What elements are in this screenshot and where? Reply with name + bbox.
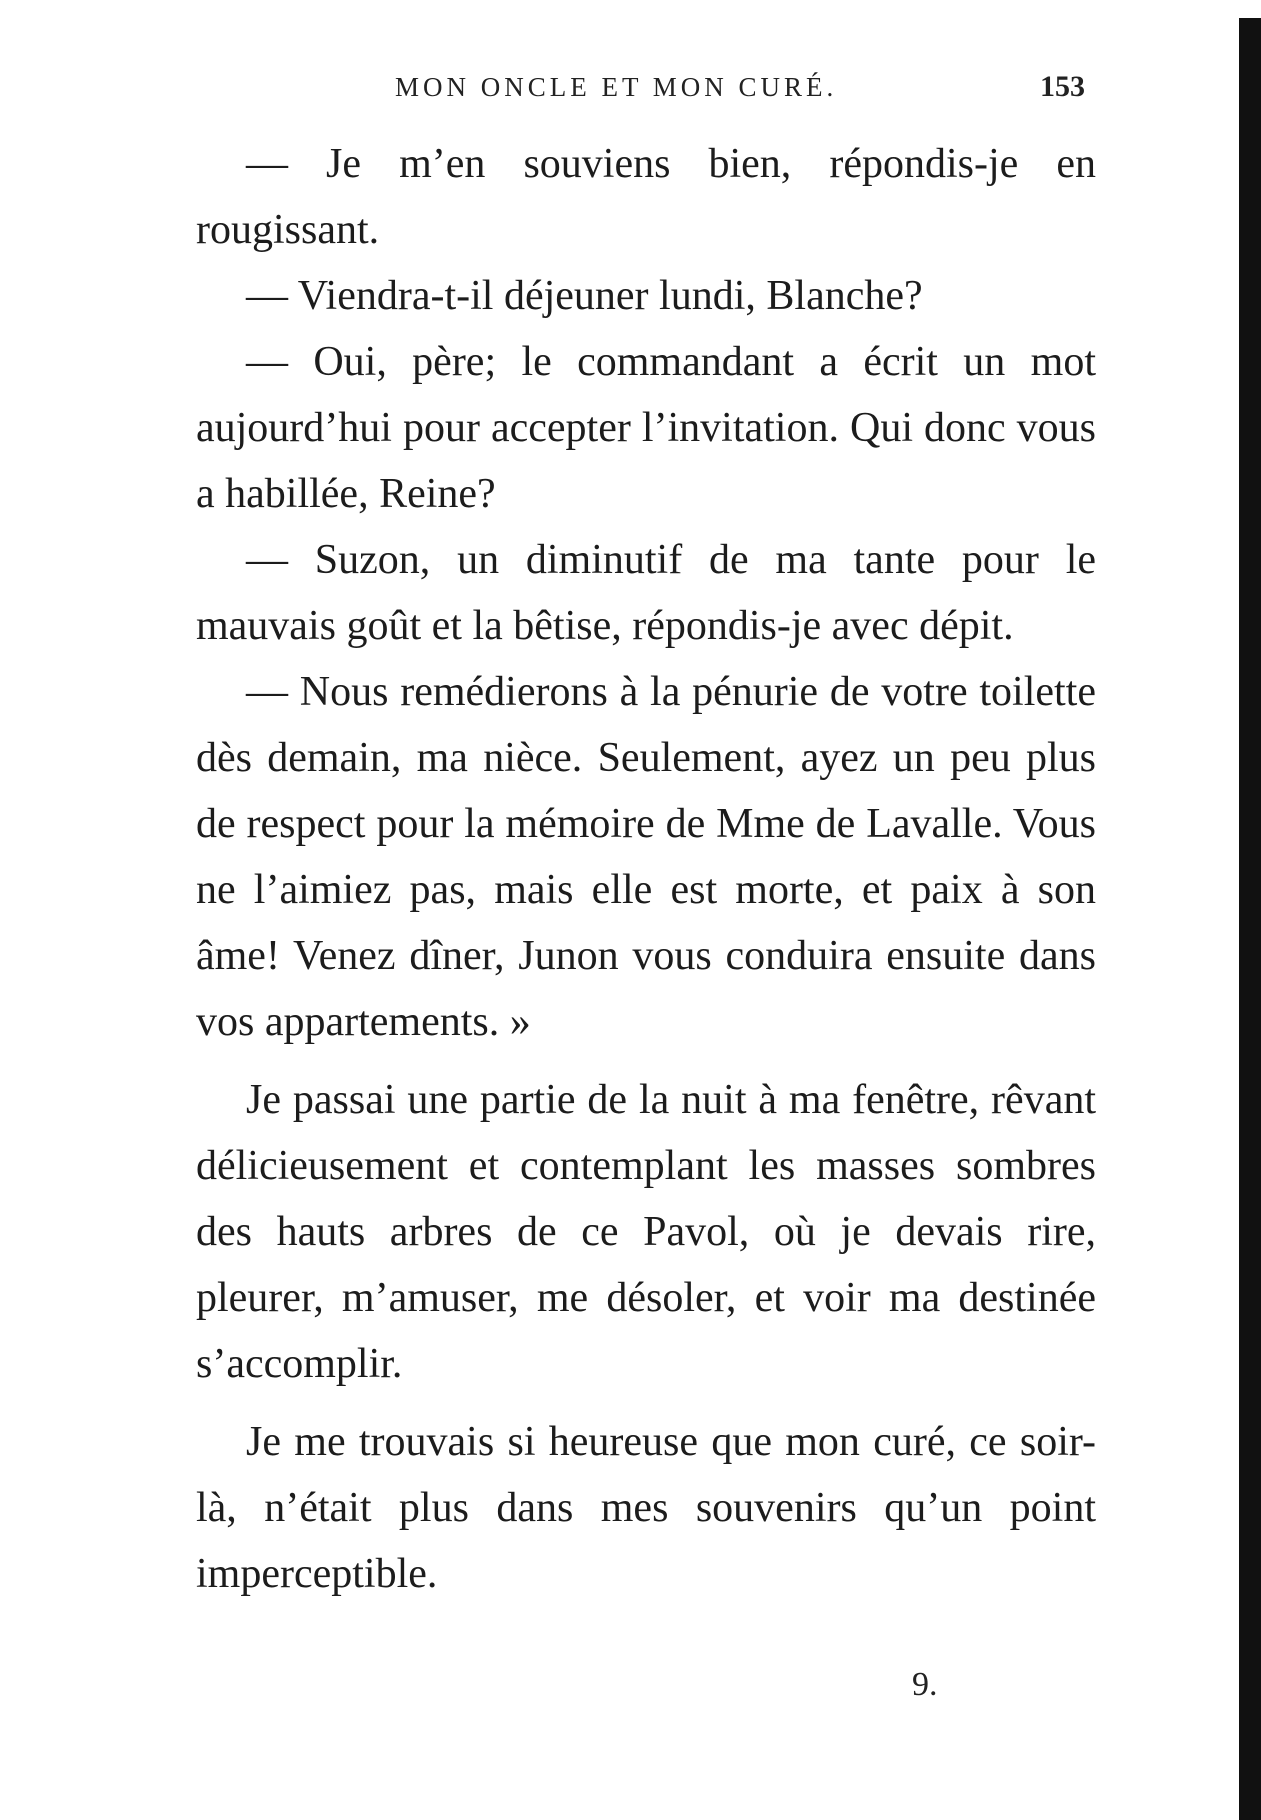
paragraph: Je me trouvais si heureuse que mon curé, ce soir-là, n’était plus dans mes souvenirs qu’un point imperceptible. bbox=[196, 1419, 1096, 1597]
body-text bbox=[196, 131, 1096, 1607]
page-number: 153 bbox=[1040, 70, 1085, 103]
binding-edge bbox=[1239, 18, 1261, 1820]
paragraph: — Viendra-t-il déjeuner lundi, Blanche? bbox=[246, 273, 923, 319]
paragraph: — Oui, père; le commandant a écrit un mot aujourd’hui pour accepter l’invitation. Qui donc vous a habillée, Reine? bbox=[196, 339, 1096, 517]
signature-mark: 9. bbox=[912, 1666, 938, 1703]
running-title: MON ONCLE ET MON CURÉ. bbox=[395, 72, 838, 102]
paragraph: — Je m’en souviens bien, répondis-je en rougissant. bbox=[196, 141, 1096, 253]
paragraph: — Nous remédierons à la pénurie de votre toilette dès demain, ma nièce. Seulement, ayez un peu plus de respect pour la mémoire de Mme de Lavalle. Vous ne l’aimiez pas, mais elle est morte, et paix à son âme! Venez dîner, Junon vous conduira ensuite dans vos appartements. » bbox=[196, 669, 1096, 1045]
paragraph: — Suzon, un diminutif de ma tante pour le mauvais goût et la bêtise, répondis-je avec dépit. bbox=[196, 537, 1096, 649]
paragraph: Je passai une partie de la nuit à ma fenêtre, rêvant délicieusement et contemplant les masses sombres des hauts arbres de ce Pavol, où je devais rire, pleurer, m’amuser, me désoler, et voir ma destinée s’accomplir. bbox=[196, 1077, 1096, 1387]
